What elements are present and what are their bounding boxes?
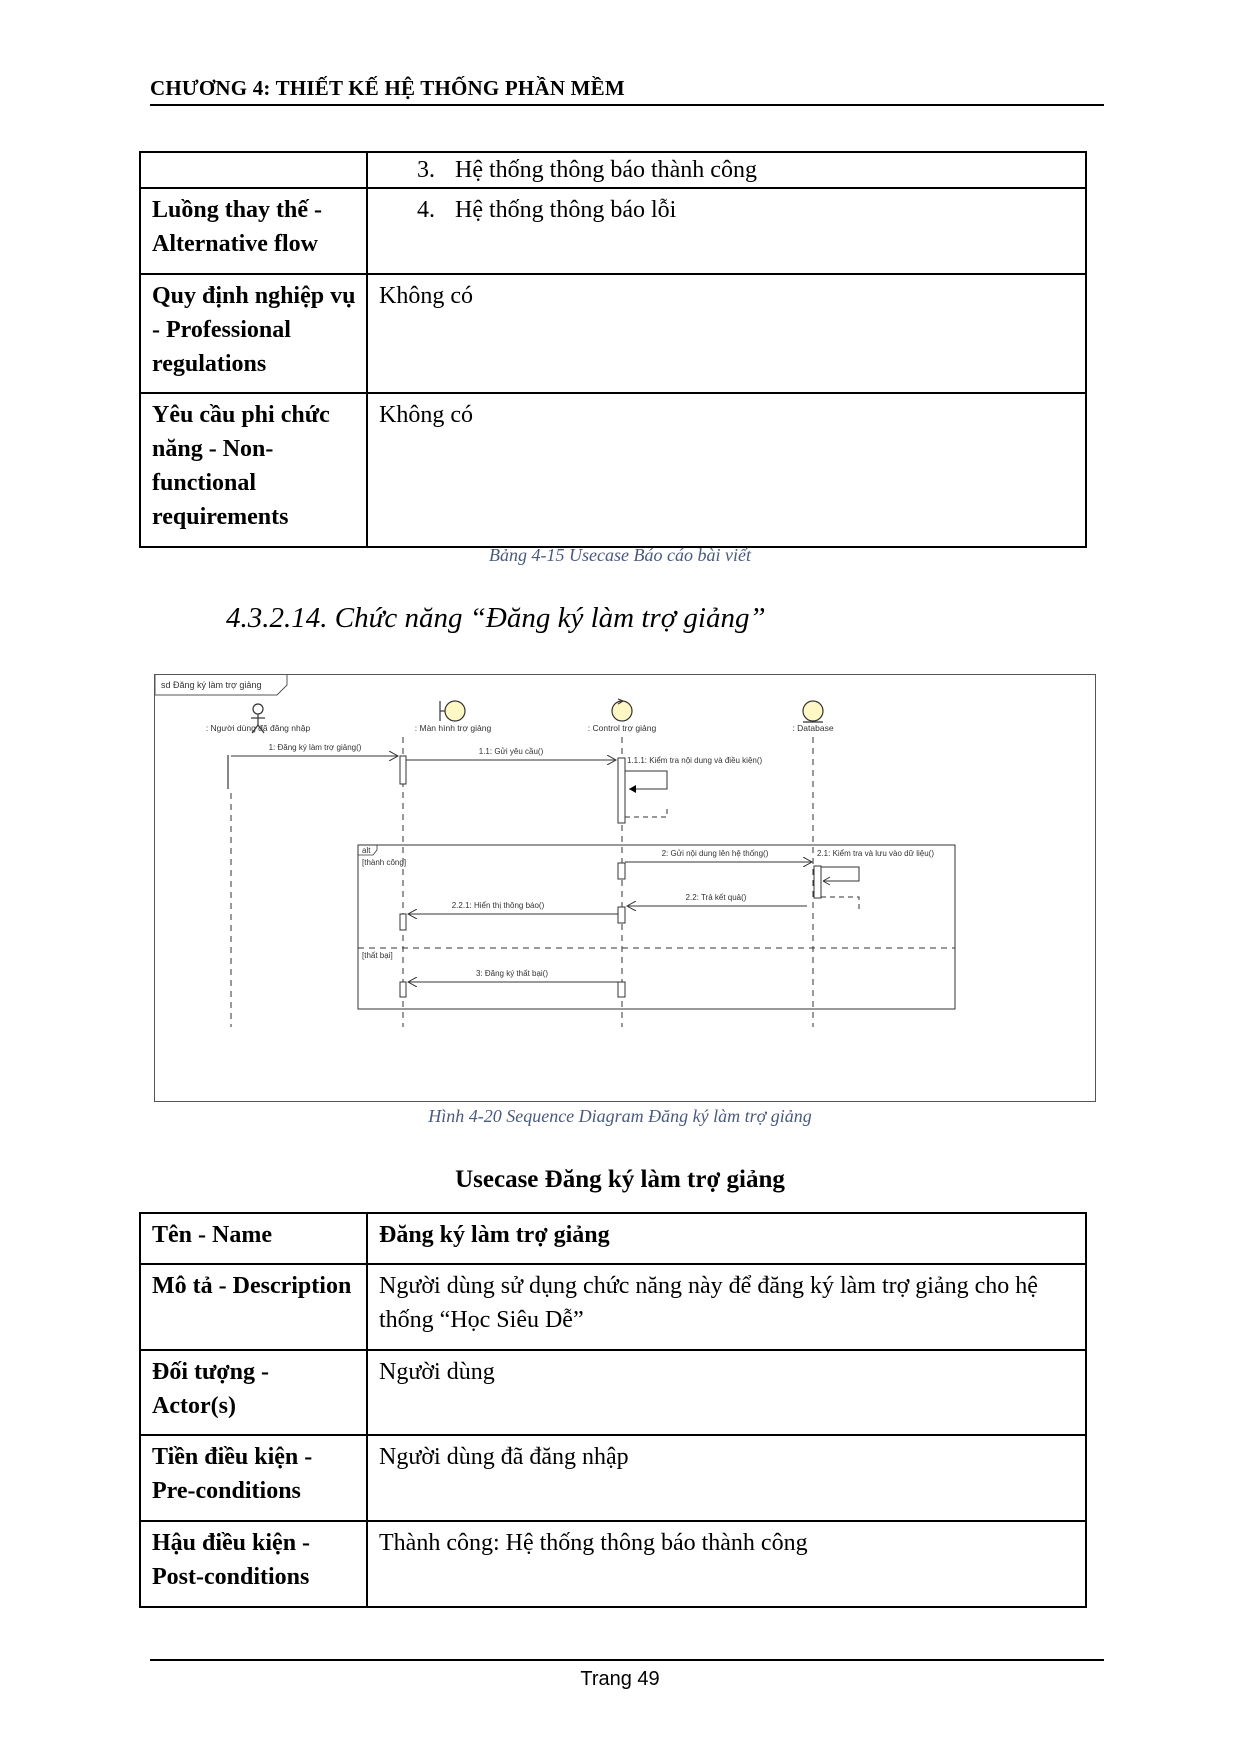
message-2-2-label: 2.2: Trả kết quả() — [685, 893, 747, 902]
chapter-header: CHƯƠNG 4: THIẾT KẾ HỆ THỐNG PHẦN MỀM — [150, 76, 625, 100]
activation-bars — [400, 756, 821, 997]
self-message — [625, 771, 667, 789]
usecase-name-value: Đăng ký làm trợ giảng — [367, 1213, 1086, 1264]
lifeline-database-label: : Database — [792, 723, 834, 733]
table-label: Quy định nghiệp vụ - Professional regulations — [140, 274, 367, 393]
table-label: Tiền điều kiện - Pre-conditions — [140, 1435, 367, 1521]
table-cell: Thành công: Hệ thống thông báo thành công — [367, 1521, 1086, 1607]
table-caption: Bảng 4-15 Usecase Báo cáo bài viết — [489, 545, 751, 565]
arrowhead — [629, 785, 636, 793]
table-label: Đối tượng - Actor(s) — [140, 1350, 367, 1435]
message-1-label: 1: Đăng ký làm trợ giảng() — [268, 743, 362, 752]
table-cell — [367, 188, 1086, 274]
usecase-table-continued — [139, 151, 1087, 548]
sequence-diagram-canvas — [155, 675, 1095, 1101]
self-return — [625, 805, 667, 817]
usecase-title: Usecase Đăng ký làm trợ giảng — [455, 1166, 785, 1193]
message-3-label: 3: Đăng ký thất bại() — [475, 969, 549, 978]
message-2-1-label: 2.1: Kiểm tra và lưu vào dữ liệu() — [817, 849, 934, 858]
list-text: Hệ thống thông báo lỗi — [455, 197, 677, 223]
table-label: Luồng thay thế - Alternative flow — [140, 188, 367, 274]
message-1-1-label: 1.1: Gửi yêu cầu() — [478, 747, 544, 756]
table-label: Mô tả - Description — [140, 1264, 367, 1350]
message-2-2-1-label: 2.2.1: Hiển thị thông báo() — [451, 901, 545, 910]
table-label: Tên - Name — [140, 1213, 367, 1264]
table-label: Hậu điều kiện - Post-conditions — [140, 1521, 367, 1607]
alt-guard-failure: [thất bại] — [362, 951, 393, 960]
boundary-icon — [440, 701, 465, 721]
list-number: 3. — [417, 157, 435, 183]
frame-label: sd Đăng ký làm trợ giảng — [161, 680, 262, 690]
alt-frame — [358, 845, 955, 1009]
usecase-table — [139, 1212, 1087, 1608]
entity-icon — [803, 701, 823, 722]
table-cell: Không có — [367, 393, 1086, 547]
figure-caption: Hình 4-20 Sequence Diagram Đăng ký làm trợ giảng — [428, 1106, 812, 1126]
message-1-1-1-label: 1.1.1: Kiểm tra nội dung và điều kiện() — [627, 756, 763, 765]
list-text: Hệ thống thông báo thành công — [455, 157, 757, 183]
table-cell-empty — [140, 152, 367, 188]
table-cell: Người dùng sử dụng chức năng này để đăng ký làm trợ giảng cho hệ thống “Học Siêu Dễ” — [367, 1264, 1086, 1350]
table-cell: Người dùng — [367, 1350, 1086, 1435]
control-icon — [612, 699, 632, 721]
page-number: Trang 49 — [580, 1668, 660, 1690]
header-rule — [150, 104, 1104, 106]
table-cell: Người dùng đã đăng nhập — [367, 1435, 1086, 1521]
list-number: 4. — [417, 197, 435, 223]
lifeline-boundary-label: : Màn hình trợ giảng — [414, 723, 492, 733]
alt-guard-success: [thành công] — [362, 858, 407, 867]
table-cell — [367, 152, 1086, 188]
lifelines — [231, 737, 813, 1027]
alt-keyword: alt — [362, 846, 371, 855]
lifeline-control-label: : Control trợ giảng — [587, 723, 657, 733]
section-heading: 4.3.2.14. Chức năng “Đăng ký làm trợ giảng” — [226, 602, 766, 634]
footer-rule — [150, 1659, 1104, 1661]
sequence-diagram — [154, 674, 1096, 1102]
lifeline-user-label: : Người dùng đã đăng nhập — [205, 723, 311, 733]
table-label: Yêu cầu phi chức năng - Non-functional requirements — [140, 393, 367, 547]
self-return — [821, 897, 859, 909]
message-2-label: 2: Gửi nội dung lên hệ thống() — [661, 849, 769, 858]
table-cell: Không có — [367, 274, 1086, 393]
